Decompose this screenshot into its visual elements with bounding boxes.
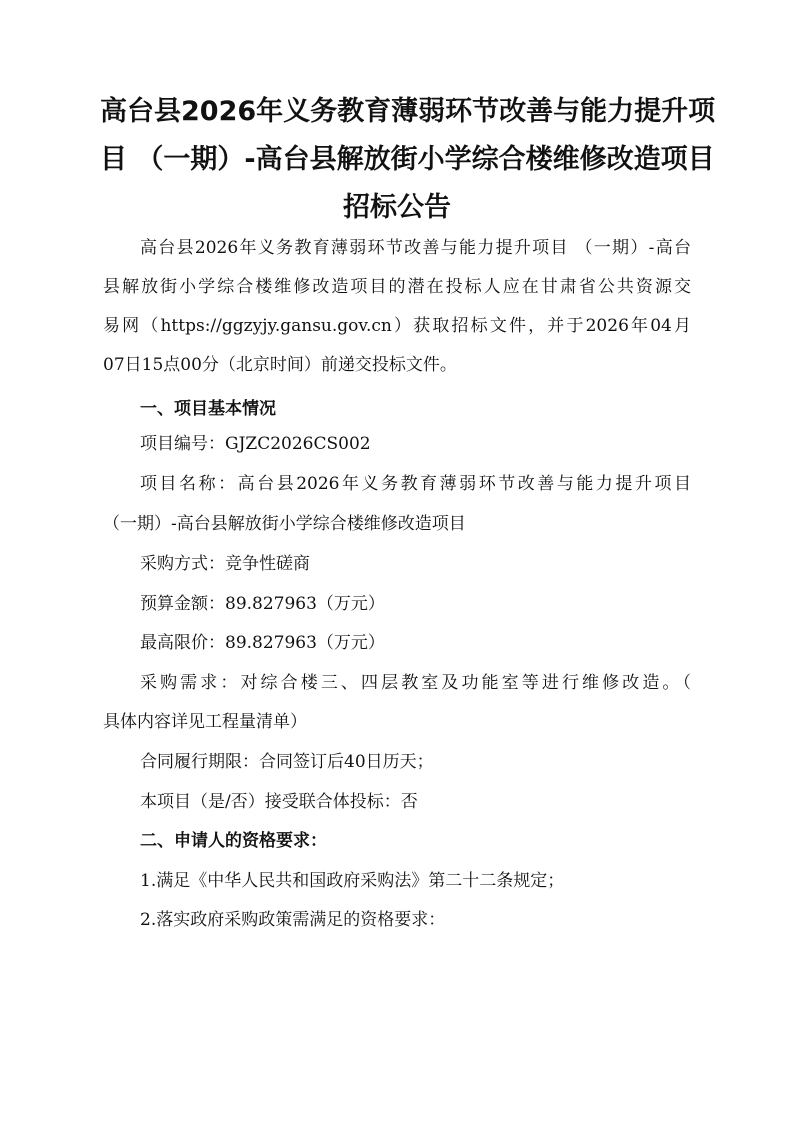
requirement-line-1: 采购需求：对综合楼三、四层教室及功能室等进行维修改造。（	[140, 673, 691, 693]
requirement-line-2: 具体内容详见工程量清单）	[103, 712, 307, 732]
project-name-line-2: （一期）-高台县解放街小学综合楼维修改造项目	[103, 514, 466, 534]
contract-period: 合同履行期限：合同签订后40日历天；	[140, 752, 434, 772]
title-line-1: 高台县2026年义务教育薄弱环节改善与能力提升项	[100, 96, 716, 127]
intro-line-4: 07日15点00分（北京时间）前递交投标文件。	[103, 355, 457, 375]
project-name-line-1: 项目名称：高台县2026年义务教育薄弱环节改善与能力提升项目	[140, 474, 691, 494]
qualification-item-1: 1.满足《中华人民共和国政府采购法》第二十二条规定；	[140, 871, 565, 891]
intro-line-1: 高台县2026年义务教育薄弱环节改善与能力提升项目 （一期）-高台	[140, 238, 691, 258]
max-price: 最高限价：89.827963（万元）	[140, 633, 385, 653]
project-number: 项目编号：GJZC2026CS002	[140, 434, 371, 454]
section-heading-1: 一、项目基本情况	[140, 399, 276, 419]
qualification-item-2: 2.落实政府采购政策需满足的资格要求：	[140, 910, 446, 930]
title-line-2: 目 （一期）-高台县解放街小学综合楼维修改造项目	[100, 144, 715, 175]
section-heading-2: 二、申请人的资格要求：	[140, 831, 327, 851]
intro-line-2: 县解放街小学综合楼维修改造项目的潜在投标人应在甘肃省公共资源交	[103, 277, 691, 297]
procurement-method: 采购方式：竞争性磋商	[140, 554, 310, 574]
consortium-bidding: 本项目（是/否）接受联合体投标：否	[140, 792, 418, 812]
budget-amount: 预算金额：89.827963（万元）	[140, 594, 385, 614]
title-line-3: 招标公告	[343, 192, 451, 223]
intro-line-3: 易网（https://ggzyjy.gansu.gov.cn）获取招标文件，并于2026年04月	[103, 316, 691, 336]
